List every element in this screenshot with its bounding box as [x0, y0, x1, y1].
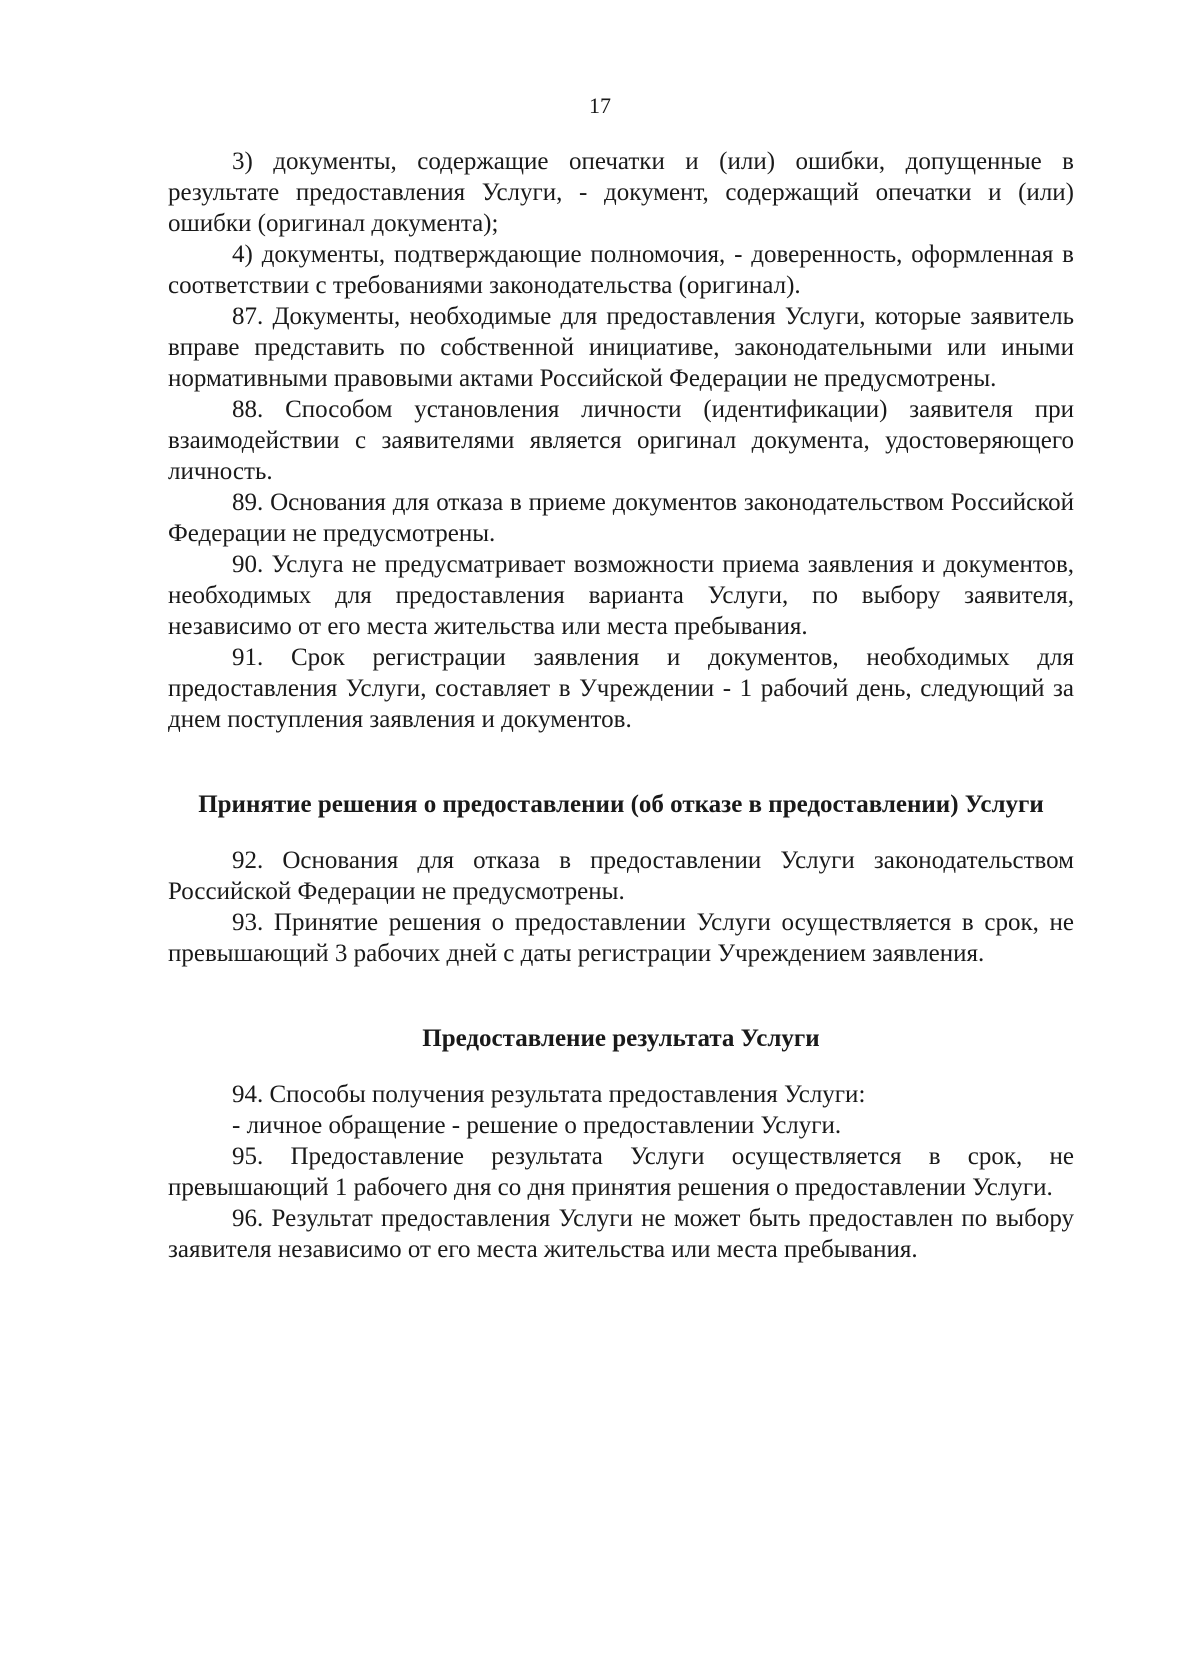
paragraph-95: 95. Предоставление результата Услуги осуществляется в срок, не превышающий 1 рабочего дня со дня принятия решения о предоставлении Услуги.: [168, 1143, 1074, 1201]
paragraph-96: 96. Результат предоставления Услуги не может быть предоставлен по выбору заявителя независимо от его места жительства или места пребывания.: [168, 1205, 1074, 1263]
page-number: 17: [589, 93, 611, 118]
paragraph-93: 93. Принятие решения о предоставлении Услуги осуществляется в срок, не превышающий 3 рабочих дней с даты регистрации Учреждением заявления.: [168, 909, 1074, 967]
paragraph-94: 94. Способы получения результата предоставления Услуги:: [232, 1081, 866, 1108]
paragraph-89: 89. Основания для отказа в приеме документов законодательством Российской Федерации не предусмотрены.: [168, 489, 1074, 547]
section-heading-result: Предоставление результата Услуги: [422, 1025, 820, 1052]
document-body: [168, 146, 1074, 1265]
paragraph-item-4: 4) документы, подтверждающие полномочия, - доверенность, оформленная в соответствии с требованиями законодательства (оригинал).: [168, 241, 1074, 299]
section-heading-decision: Принятие решения о предоставлении (об отказе в предоставлении) Услуги: [198, 791, 1044, 818]
paragraph-94-list-item: - личное обращение - решение о предоставлении Услуги.: [232, 1112, 842, 1139]
paragraph-90: 90. Услуга не предусматривает возможности приема заявления и документов, необходимых для предоставления варианта Услуги, по выбору заявителя, независимо от его места жительства или места пребывания.: [168, 551, 1074, 640]
paragraph-item-3: 3) документы, содержащие опечатки и (или) ошибки, допущенные в результате предоставления Услуги, - документ, содержащий опечатки и (или) ошибки (оригинал документа);: [168, 148, 1074, 237]
paragraph-87: 87. Документы, необходимые для предоставления Услуги, которые заявитель вправе представить по собственной инициативе, законодательными или иными нормативными правовыми актами Российской Федерации не предусмотрены.: [168, 303, 1074, 392]
paragraph-92: 92. Основания для отказа в предоставлении Услуги законодательством Российской Федерации не предусмотрены.: [168, 847, 1074, 905]
paragraph-88: 88. Способом установления личности (идентификации) заявителя при взаимодействии с заявителями является оригинал документа, удостоверяющего личность.: [168, 396, 1074, 485]
paragraph-91: 91. Срок регистрации заявления и документов, необходимых для предоставления Услуги, составляет в Учреждении - 1 рабочий день, следующий за днем поступления заявления и документов.: [168, 644, 1074, 733]
